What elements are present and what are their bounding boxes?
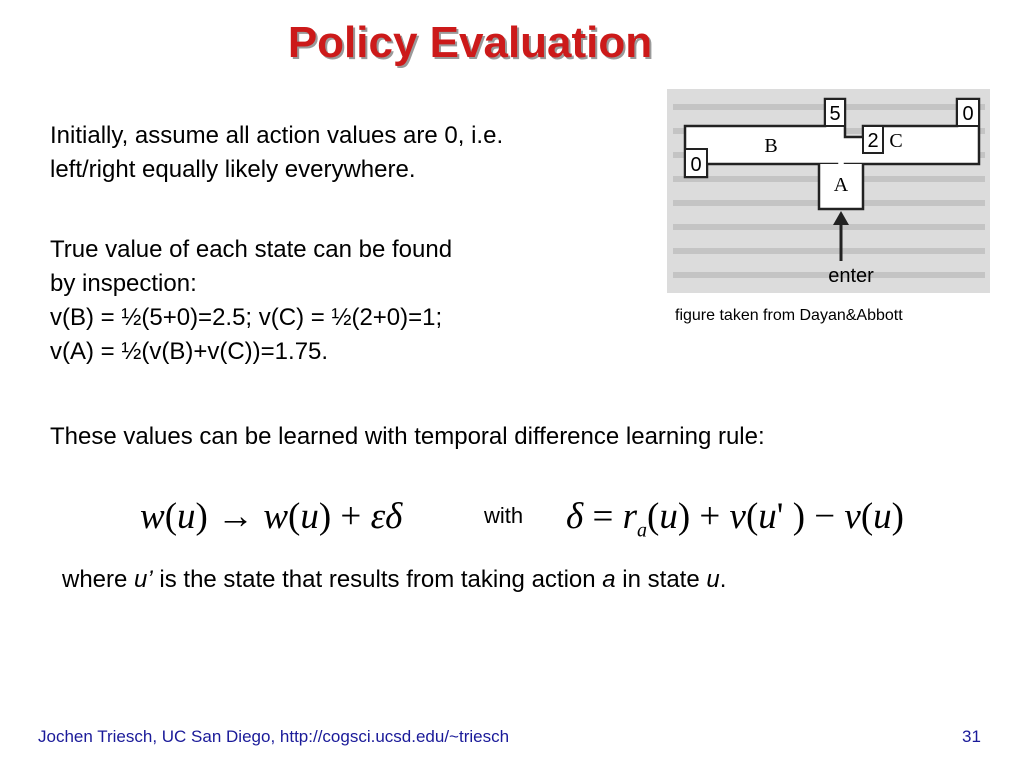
u-prime-term: u’ <box>134 566 153 593</box>
enter-label: enter <box>828 265 874 287</box>
footer-credit: Jochen Triesch, UC San Diego, http://cogsci.ucsd.edu/~triesch <box>38 727 510 746</box>
maze-figure <box>667 89 990 293</box>
value-b-c-line: v(B) = ½(5+0)=2.5; v(C) = ½(2+0)=1; <box>50 304 443 331</box>
update-rule-equation: w(u) → w(u) + εδ <box>140 496 403 537</box>
intro-line-2: left/right equally likely everywhere. <box>50 156 416 183</box>
arrow-head-icon <box>833 211 849 225</box>
intro-line-1: Initially, assume all action values are 0, i.e. <box>50 122 504 149</box>
state-c-label: C <box>889 130 903 152</box>
inspection-paragraph <box>50 233 452 369</box>
inspection-line-1: True value of each state can be found <box>50 236 453 263</box>
action-term: a <box>602 566 616 593</box>
delta-rule-equation: $\delta = r_a(u) + v(u'$ ) − v(u) <box>566 496 904 542</box>
state-a-label: A <box>833 174 849 196</box>
page-number: 31 <box>962 727 981 746</box>
intro-paragraph <box>50 119 503 187</box>
state-b-label: B <box>764 135 778 157</box>
td-paragraph <box>50 420 765 454</box>
reward-c-left: 2 <box>867 130 879 152</box>
where-sentence: where u’ is the state that results from taking action a in state u. <box>62 566 727 593</box>
reward-b-right: 5 <box>829 103 841 125</box>
figure-caption: figure taken from Dayan&Abbott <box>675 307 903 324</box>
with-label: with <box>484 503 524 528</box>
reward-c-right: 0 <box>962 103 974 125</box>
reward-b-left: 0 <box>690 154 702 176</box>
inspection-line-2: by inspection: <box>50 270 197 297</box>
td-line: These values can be learned with temporal difference learning rule: <box>50 423 765 450</box>
maze-diagram <box>667 89 990 293</box>
state-term: u <box>706 566 720 593</box>
slide-title: Policy Evaluation <box>287 18 653 67</box>
value-a-line: v(A) = ½(v(B)+v(C))=1.75. <box>50 338 329 365</box>
